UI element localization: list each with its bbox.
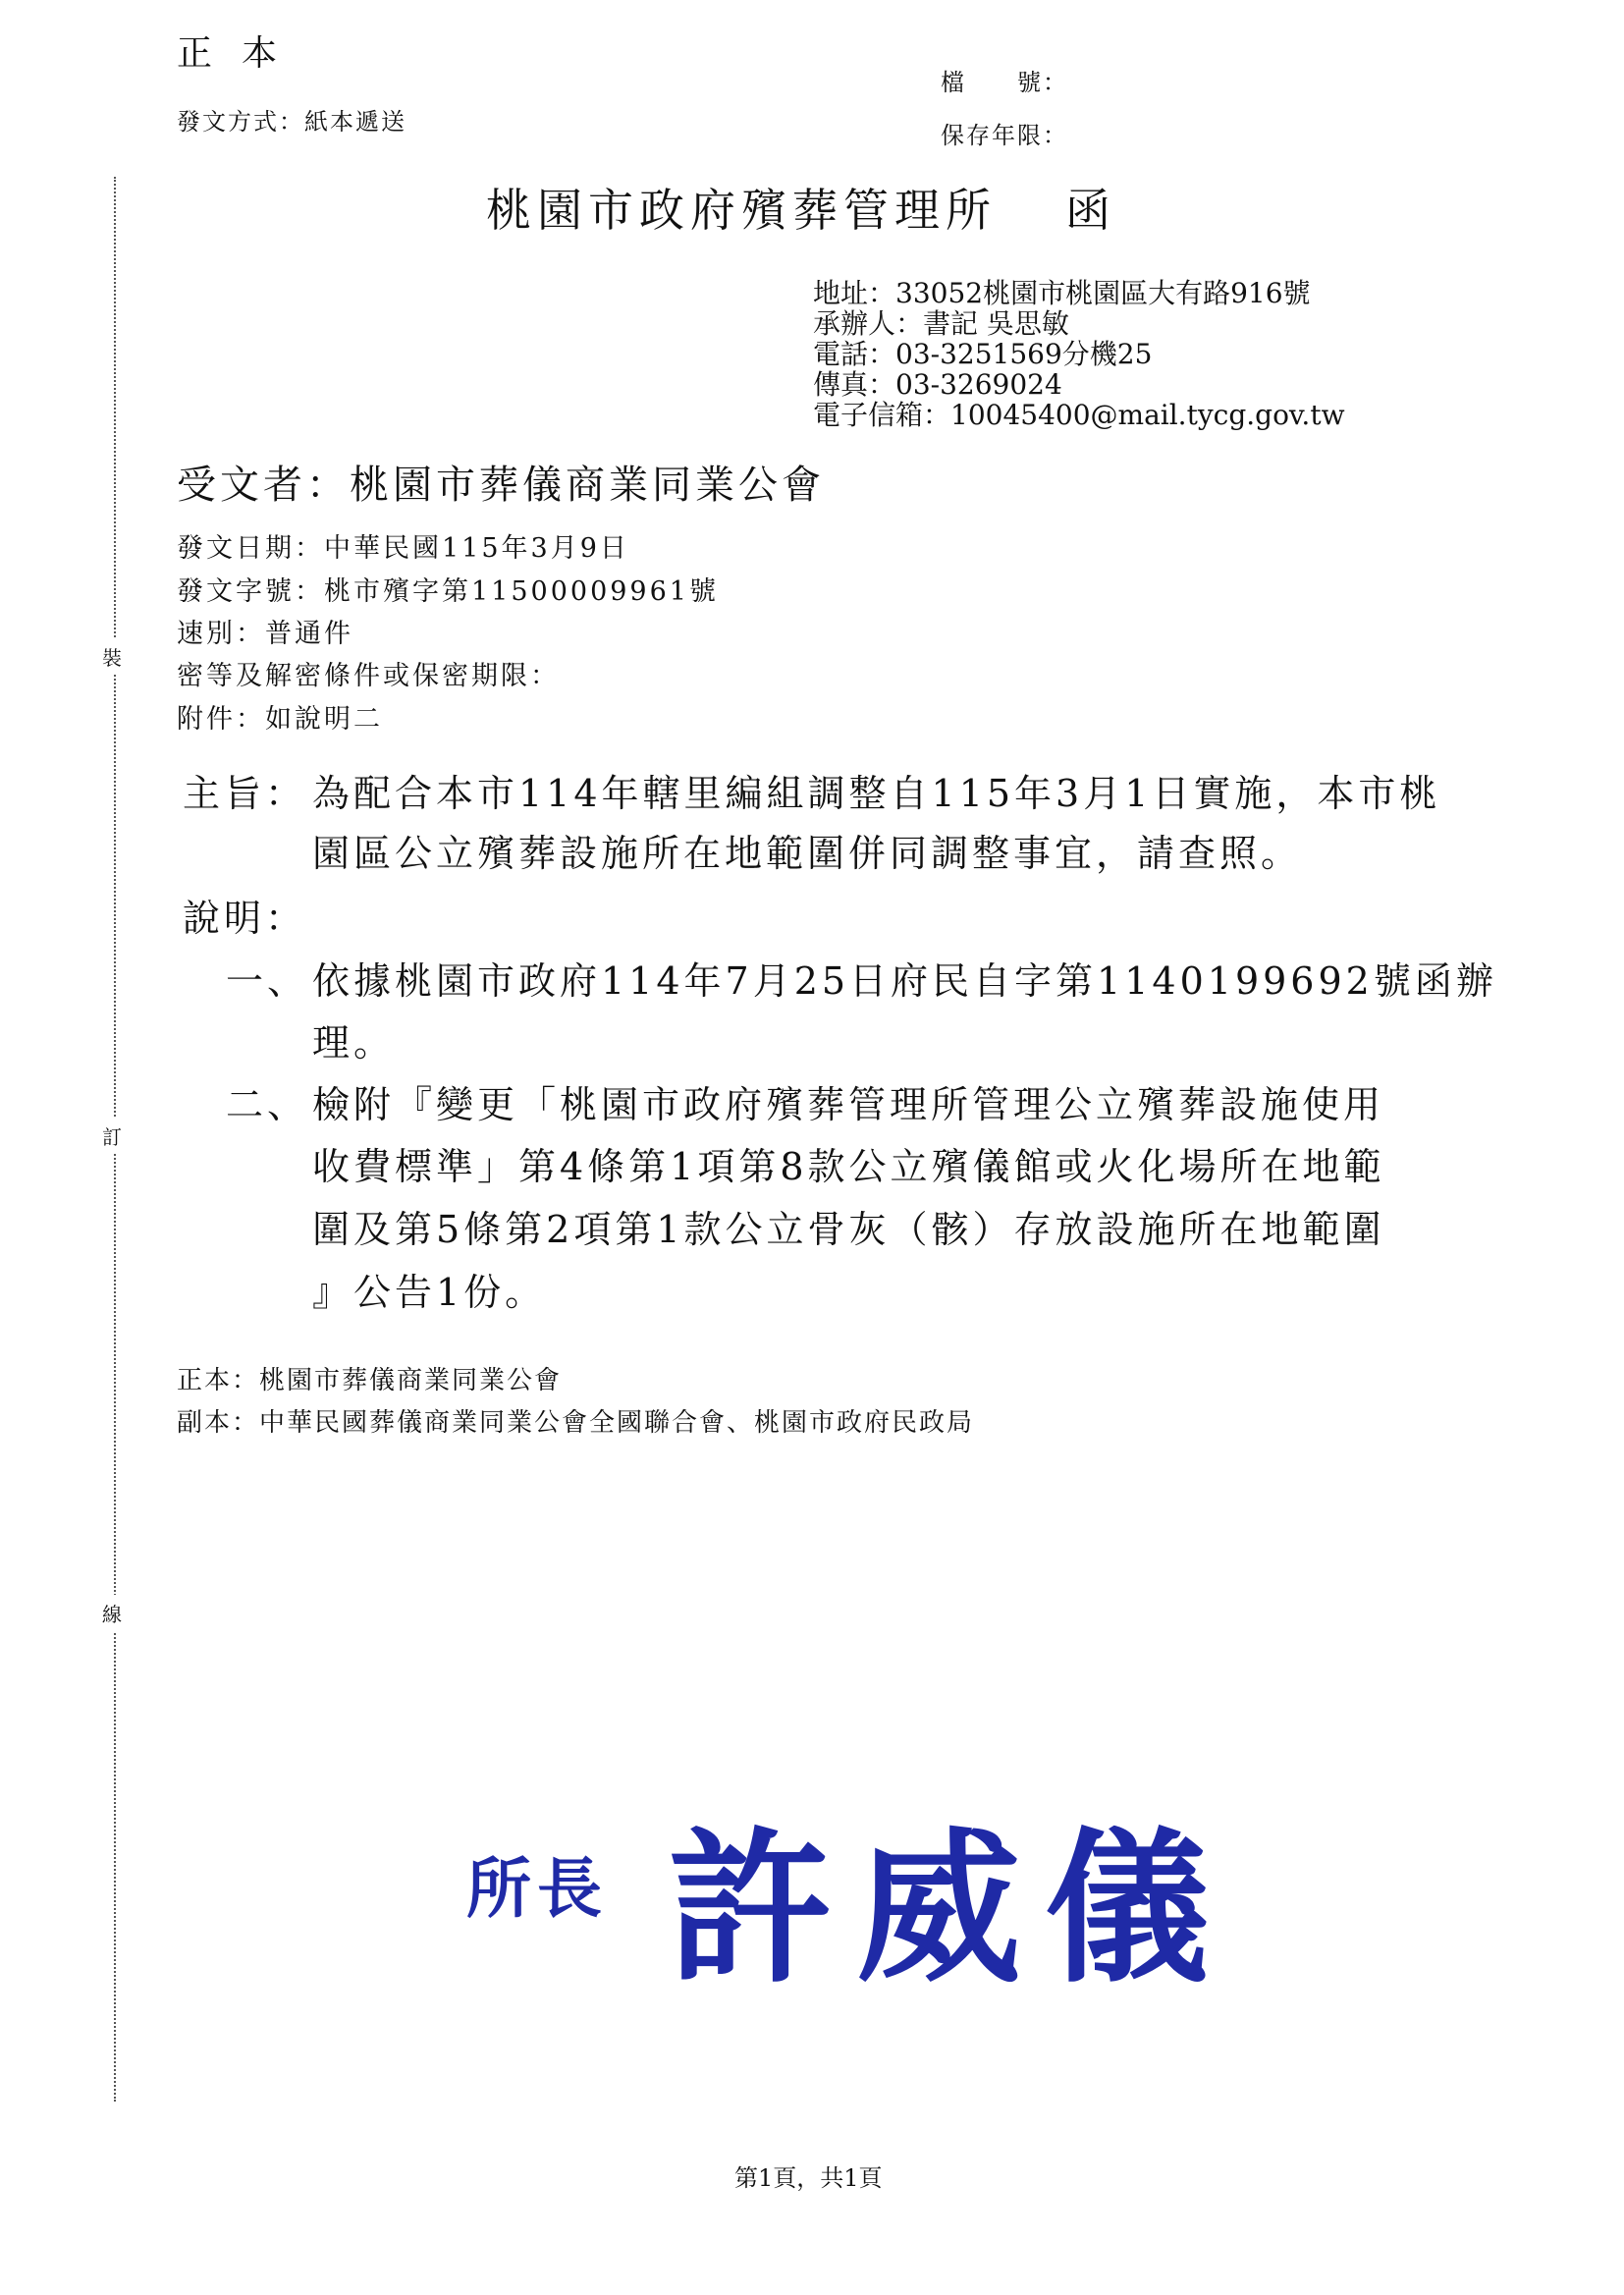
item-2-line-3: 圍及第5條第2項第1款公立骨灰（骸）存放設施所在地範圍	[312, 1208, 1385, 1251]
original-copy-recipients: 正本：桃園市葬儀商業同業公會	[177, 1366, 563, 1395]
contact-address: 地址：33052桃園市桃園區大有路916號	[813, 277, 1311, 309]
item-2-line-2: 收費標準」第4條第1項第8款公立殯儀館或火化場所在地範	[312, 1145, 1385, 1188]
item-2-line-1: 檢附『變更「桃園市政府殯葬管理所管理公立殯葬設施使用	[312, 1083, 1385, 1126]
contact-phone: 電話：03-3251569分機25	[813, 338, 1153, 370]
item-2-number: 二、	[226, 1083, 309, 1126]
signature-name-stamp: 許威儀	[668, 1811, 1233, 2005]
document-title	[486, 175, 1116, 240]
subject-line-2: 園區公立殯葬設施所在地範圍併同調整事宜，請查照。	[312, 832, 1303, 875]
explanation-label: 說明：	[183, 897, 307, 940]
item-1-line-2: 理。	[312, 1021, 396, 1065]
contact-officer: 承辦人：書記 吳思敏	[813, 307, 1069, 340]
document-number: 發文字號：桃市殯字第11500009961號	[177, 576, 719, 607]
attachment: 附件：如說明二	[177, 704, 383, 735]
issue-date: 發文日期：中華民國115年3月9日	[177, 533, 629, 564]
recipient: 受文者：桃園市葬儀商業同業公會	[177, 463, 825, 508]
subject-line-1: 為配合本市114年轄里編組調整自115年3月1日實施，本市桃	[312, 772, 1441, 815]
contact-email: 電子信箱：10045400@mail.tycg.gov.tw	[813, 399, 1345, 431]
page-number: 第1頁，共1頁	[734, 2164, 883, 2192]
duplicate-copy-recipients: 副本：中華民國葬儀商業同業公會全國聯合會、桃園市政府民政局	[177, 1408, 975, 1438]
signature-title-stamp: 所長	[466, 1850, 608, 1927]
item-1-line-1: 依據桃園市政府114年7月25日府民自字第1140199692號函辦	[312, 959, 1497, 1003]
contact-fax: 傳真：03-3269024	[813, 368, 1062, 401]
confidentiality: 密等及解密條件或保密期限：	[177, 661, 560, 691]
binding-mark-zhuang: 裝	[102, 638, 122, 675]
item-2-line-4: 』公告1份。	[312, 1271, 547, 1314]
copy-type-label: 正本	[177, 33, 307, 74]
file-number-label: 檔 號：	[941, 69, 1068, 96]
binding-mark-xian: 線	[102, 1595, 122, 1631]
document-type: 函	[1065, 184, 1116, 237]
send-method: 發文方式：紙本遞送	[177, 108, 406, 136]
subject-label: 主旨：	[183, 772, 307, 815]
contact-block	[813, 278, 1345, 430]
binding-mark-ding: 訂	[102, 1118, 122, 1154]
item-1-number: 一、	[226, 959, 309, 1003]
agency-name: 桃園市政府殯葬管理所	[486, 184, 997, 237]
delivery-speed: 速別：普通件	[177, 619, 353, 649]
retention-label: 保存年限：	[941, 122, 1068, 149]
